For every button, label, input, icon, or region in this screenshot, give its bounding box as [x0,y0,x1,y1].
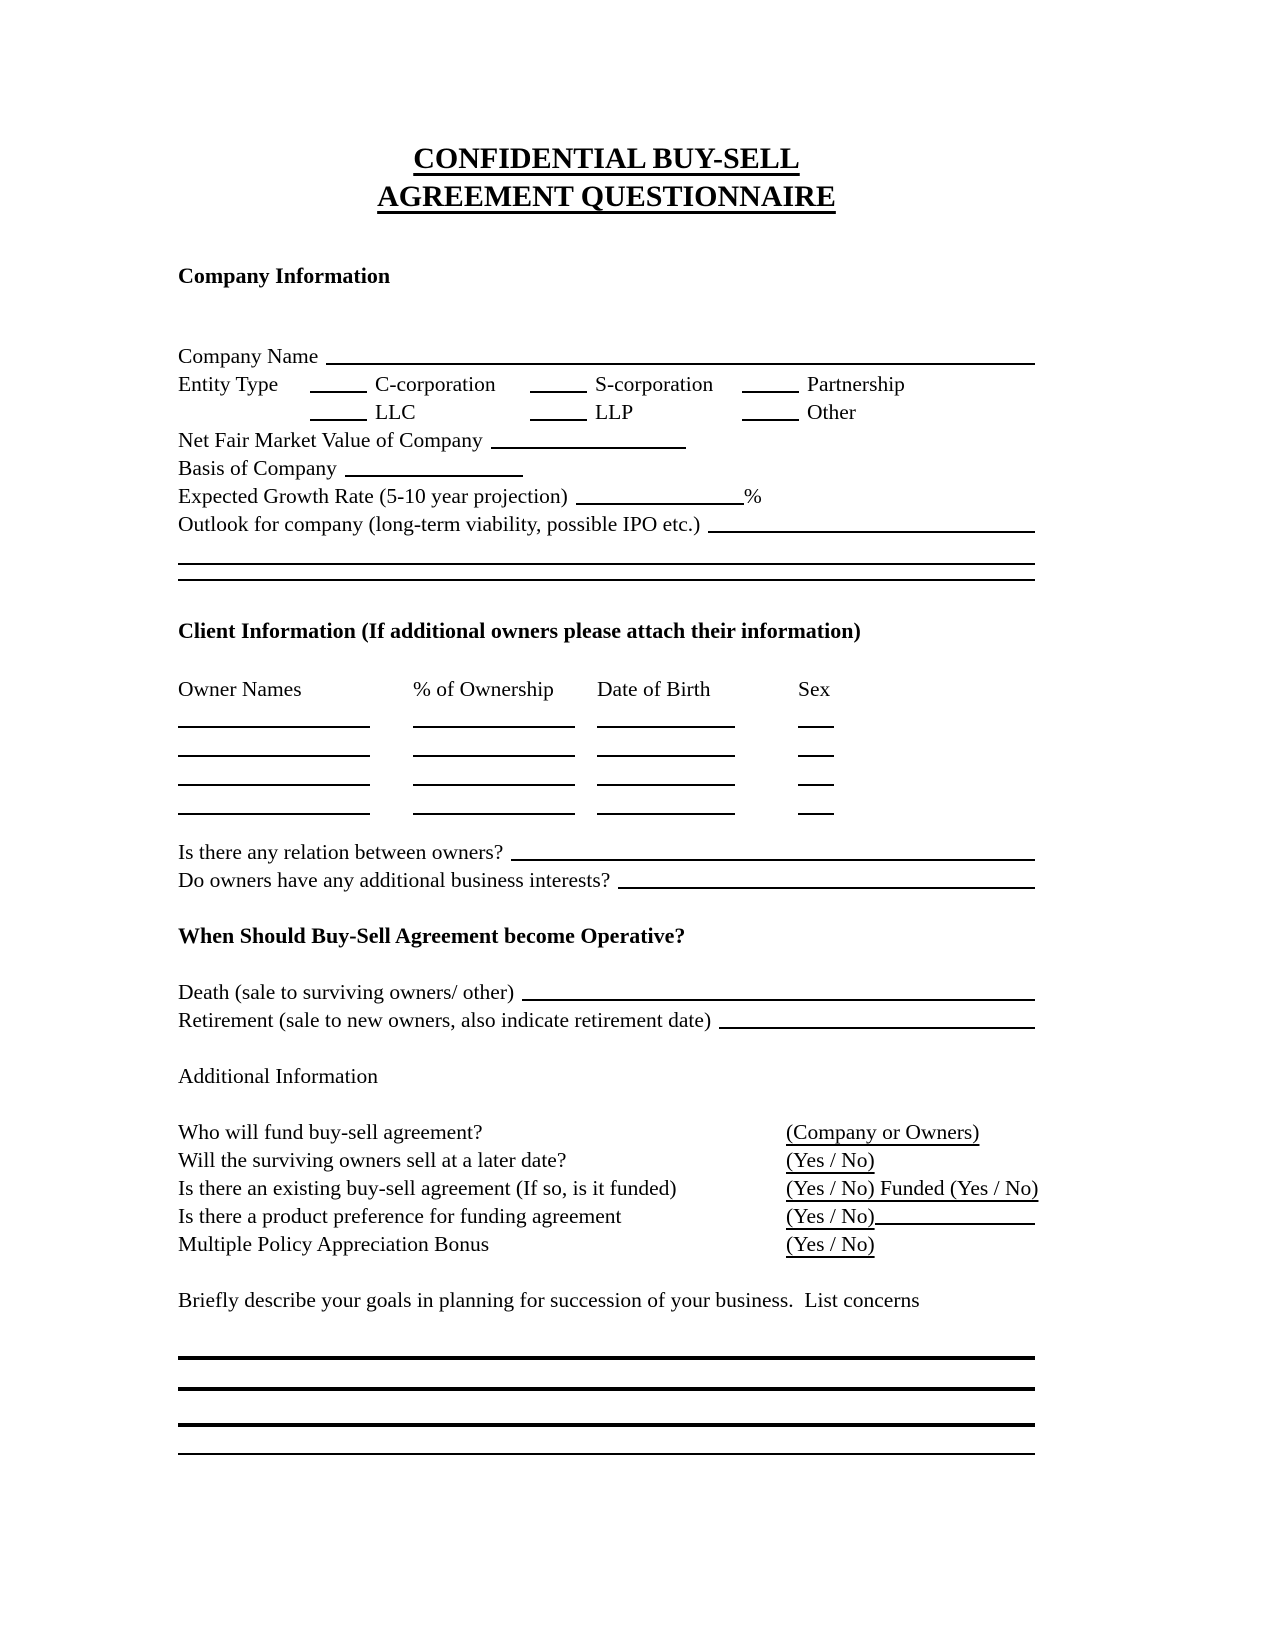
relation-answer-blank[interactable] [511,845,1035,861]
ownership-pct-blank[interactable] [413,755,575,757]
entity-option-other [742,398,856,426]
qa-row-sell-later [178,1146,1035,1174]
date-of-birth-blank[interactable] [597,813,735,815]
net-fmv-blank[interactable] [491,433,686,449]
death-row [178,978,1035,1006]
existing-agreement-question: Is there an existing buy-sell agreement (If so, is it funded) [178,1176,677,1200]
qa-row-fund [178,1118,1035,1146]
col-date-of-birth: Date of Birth [597,677,711,701]
retirement-answer-blank[interactable] [719,1013,1035,1029]
date-of-birth-blank[interactable] [597,755,735,757]
sex-blank[interactable] [798,726,834,728]
product-preference-question: Is there a product preference for funding agreement [178,1204,622,1228]
sell-later-answer-options[interactable]: (Yes / No) [786,1148,875,1172]
ownership-pct-blank[interactable] [413,726,575,728]
outlook-blank[interactable] [708,517,1035,533]
sex-blank[interactable] [798,813,834,815]
c-corporation-blank[interactable] [310,377,367,393]
goals-line-3[interactable] [178,1423,1035,1427]
growth-rate-blank[interactable] [576,489,744,505]
qa-row-existing-agreement [178,1174,1039,1202]
owner-row-1 [178,704,1035,733]
other-blank[interactable] [742,405,799,421]
retirement-label: Retirement (sale to new owners, also indicate retirement date) [178,1008,712,1032]
entity-option-s-corporation [530,370,713,398]
product-preference-blank[interactable] [875,1209,1035,1225]
goals-line-2[interactable] [178,1387,1035,1391]
company-information-heading: Company Information [178,263,391,288]
sell-later-question: Will the surviving owners sell at a later date? [178,1148,567,1172]
partnership-blank[interactable] [742,377,799,393]
llc-label: LLC [375,400,416,424]
entity-type-row-2 [178,398,1035,426]
percent-sign: % [743,484,762,508]
company-name-label: Company Name [178,344,319,368]
qa-row-policy-bonus [178,1230,1035,1258]
company-name-blank[interactable] [326,349,1035,365]
growth-rate-label: Expected Growth Rate (5-10 year projection) [178,484,568,508]
goals-prompt: Briefly describe your goals in planning for succession of your business. List concerns [178,1288,920,1312]
sex-blank[interactable] [798,784,834,786]
product-preference-answer-row [786,1202,1035,1230]
llc-blank[interactable] [310,405,367,421]
entity-option-c-corporation [310,370,496,398]
col-ownership: % of Ownership [413,677,554,701]
llp-blank[interactable] [530,405,587,421]
qa-row-product-preference [178,1202,1035,1230]
fund-answer-options[interactable]: (Company or Owners) [786,1120,980,1144]
relation-question-label: Is there any relation between owners? [178,840,504,864]
entity-option-llp [530,398,633,426]
date-of-birth-blank[interactable] [597,726,735,728]
death-answer-blank[interactable] [522,985,1035,1001]
interests-question-row [178,866,1035,894]
existing-agreement-answer-options[interactable]: (Yes / No) Funded (Yes / No) [786,1176,1039,1200]
outlook-continuation-row-1 [178,547,1035,563]
ownership-pct-blank[interactable] [413,813,575,815]
company-name-row [178,342,1035,370]
owner-name-blank[interactable] [178,784,370,786]
owner-table-header [178,675,1035,704]
s-corporation-label: S-corporation [595,372,714,396]
fund-question: Who will fund buy-sell agreement? [178,1120,483,1144]
title-line-1: CONFIDENTIAL BUY-SELL [413,142,800,175]
owner-name-blank[interactable] [178,813,370,815]
s-corporation-blank[interactable] [530,377,587,393]
owner-row-2 [178,733,1035,762]
net-fmv-row [178,426,1035,454]
owner-name-blank[interactable] [178,755,370,757]
death-label: Death (sale to surviving owners/ other) [178,980,515,1004]
goals-line-4[interactable] [178,1453,1035,1455]
operative-heading: When Should Buy-Sell Agreement become Operative? [178,923,686,948]
outlook-continuation-line-1[interactable] [178,549,1035,565]
entity-type-label: Entity Type [178,372,279,396]
other-label: Other [807,400,856,424]
entity-option-partnership [742,370,905,398]
date-of-birth-blank[interactable] [597,784,735,786]
additional-information-heading: Additional Information [178,1064,379,1088]
sex-blank[interactable] [798,755,834,757]
owner-name-blank[interactable] [178,726,370,728]
c-corporation-label: C-corporation [375,372,496,396]
outlook-continuation-line-2[interactable] [178,565,1035,581]
col-sex: Sex [798,677,831,701]
interests-answer-blank[interactable] [618,873,1035,889]
entity-type-row-1 [178,370,1035,398]
goals-line-1[interactable] [178,1356,1035,1360]
partnership-label: Partnership [807,372,905,396]
client-information-heading: Client Information (If additional owners please attach their information) [178,618,861,643]
entity-option-llc [310,398,416,426]
basis-blank[interactable] [345,461,523,477]
owner-row-4 [178,791,1035,820]
policy-bonus-question: Multiple Policy Appreciation Bonus [178,1232,490,1256]
retirement-row [178,1006,1035,1034]
interests-question-label: Do owners have any additional business interests? [178,868,611,892]
ownership-pct-blank[interactable] [413,784,575,786]
owner-row-3 [178,762,1035,791]
growth-rate-row [178,482,1035,510]
outlook-label: Outlook for company (long-term viability, possible IPO etc.) [178,512,701,536]
relation-question-row [178,838,1035,866]
basis-label: Basis of Company [178,456,337,480]
outlook-continuation-row-2 [178,563,1035,579]
col-owner-names: Owner Names [178,677,302,701]
outlook-row [178,510,1035,538]
product-preference-answer-options[interactable]: (Yes / No) [786,1204,875,1228]
llp-label: LLP [595,400,634,424]
policy-bonus-answer-options[interactable]: (Yes / No) [786,1232,875,1256]
net-fmv-label: Net Fair Market Value of Company [178,428,483,452]
document-title [178,140,1035,216]
title-line-2: AGREEMENT QUESTIONNAIRE [377,180,836,213]
basis-row [178,454,1035,482]
